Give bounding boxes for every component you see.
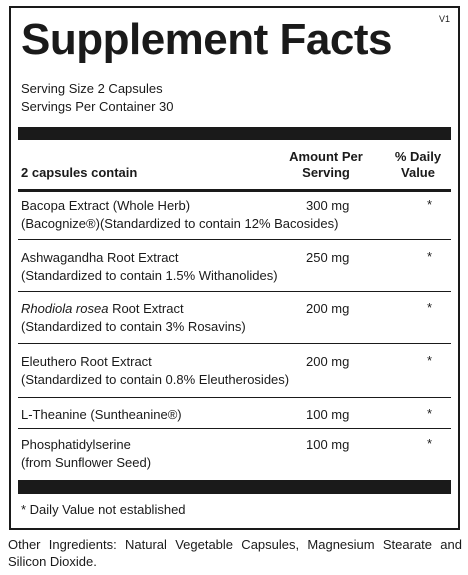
ingredient-daily-value: *: [427, 300, 433, 315]
other-ingredients: Other Ingredients: Natural Vegetable Capsules, Magnesium Stearate and Silicon Dioxide.: [8, 537, 462, 569]
ingredient-name: L-Theanine (Suntheanine®): [21, 407, 182, 422]
header-divider: [18, 189, 451, 192]
row-divider: [18, 428, 451, 429]
ingredient-detail: (Standardized to contain 1.5% Withanolides): [21, 268, 278, 283]
header-amount-line2: Serving: [302, 165, 350, 180]
version-label: V1: [438, 14, 450, 24]
row-divider: [18, 397, 451, 398]
serving-size: Serving Size 2 Capsules: [21, 81, 163, 96]
row-divider: [18, 239, 451, 240]
ingredient-name-italic: Rhodiola rosea: [21, 301, 109, 316]
top-divider-bar: [18, 127, 451, 140]
ingredient-daily-value: *: [427, 436, 433, 451]
ingredient-detail: (Standardized to contain 0.8% Eleutherosides): [21, 372, 290, 387]
header-dv-line1: % Daily: [394, 149, 442, 164]
ingredient-name: Ashwagandha Root Extract: [21, 250, 179, 265]
row-divider: [18, 343, 451, 344]
ingredient-detail: (Standardized to contain 3% Rosavins): [21, 319, 246, 334]
ingredient-amount: 300 mg: [306, 198, 350, 213]
header-dv-line2: Value: [401, 165, 435, 180]
header-contains: 2 capsules contain: [21, 165, 138, 180]
ingredient-amount: 200 mg: [306, 301, 350, 316]
ingredient-amount: 100 mg: [306, 437, 350, 452]
header-daily-value: [383, 149, 453, 181]
ingredient-amount: 200 mg: [306, 354, 350, 369]
ingredient-daily-value: *: [427, 249, 433, 264]
ingredient-name: Bacopa Extract (Whole Herb): [21, 198, 191, 213]
bottom-divider-bar: [18, 480, 451, 494]
ingredient-detail: (Bacognize®)(Standardized to contain 12% Bacosides): [21, 216, 339, 231]
ingredient-name: Eleuthero Root Extract: [21, 354, 152, 369]
ingredient-amount: 250 mg: [306, 250, 350, 265]
ingredient-name: Phosphatidylserine: [21, 437, 131, 452]
ingredient-daily-value: *: [427, 353, 433, 368]
ingredient-detail: (from Sunflower Seed): [21, 455, 152, 470]
ingredient-amount: 100 mg: [306, 407, 350, 422]
row-divider: [18, 291, 451, 292]
header-amount: [283, 149, 369, 181]
supplement-facts-panel: [9, 6, 460, 530]
panel-title: Supplement Facts: [21, 15, 392, 64]
ingredient-name: [21, 300, 184, 317]
ingredient-daily-value: *: [427, 197, 433, 212]
header-amount-line1: Amount Per: [289, 149, 363, 164]
daily-value-footnote: * Daily Value not established: [21, 502, 186, 517]
ingredient-daily-value: *: [427, 406, 433, 421]
ingredient-name-rest: Root Extract: [108, 301, 184, 316]
servings-per-container: Servings Per Container 30: [21, 99, 174, 114]
